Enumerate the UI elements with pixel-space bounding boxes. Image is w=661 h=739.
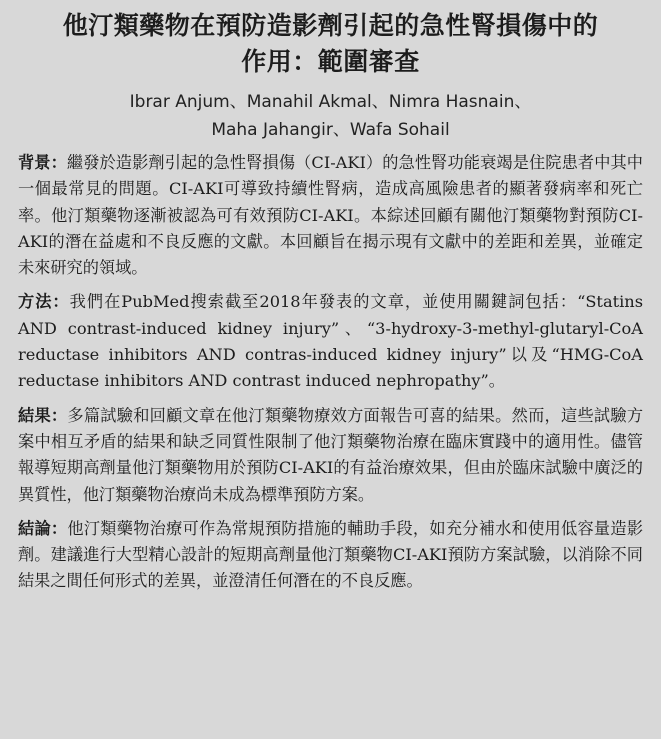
authors-line-2: Maha Jahangir、Wafa Sohail — [211, 120, 450, 140]
background-section — [18, 150, 643, 281]
title-line-2: 作用：範圍審查 — [241, 47, 420, 76]
conclusions-section — [18, 516, 643, 595]
results-heading: 結果： — [18, 405, 68, 425]
methods-heading: 方法： — [18, 292, 70, 312]
title-line-1: 他汀類藥物在預防造影劑引起的急性腎損傷中的 — [62, 11, 599, 40]
author-list — [18, 88, 643, 144]
background-text: 繼發於造影劑引起的急性腎損傷（CI-AKI）的急性腎功能衰竭是住院患者中其中一個最常見的問題。CI-AKI可導致持續性腎病，造成高風險患者的顯著發病率和死亡率。他汀類藥物逐漸被認為可有效預防CI-AKI。本綜述回顧有關他汀類藥物對預防CI-AKI的潛在益處和不良反應的文獻。本回顧旨在揭示現有文獻中的差距和差異，並確定未來研究的領域。 — [18, 153, 643, 278]
paper-title — [18, 8, 643, 80]
methods-text: 我們在PubMed搜索截至2018年發表的文章，並使用關鍵詞包括：“Statins AND contrast-induced kidney injury”、“3-hydroxy-3-methyl-glutaryl-CoA reductase inhibitors AND contras-induced kidney injury”以及“HMG-CoA reductase inhibitors AND contrast induced nephropathy”。 — [18, 292, 644, 391]
background-heading: 背景： — [18, 153, 67, 172]
methods-section — [18, 289, 643, 394]
results-text: 多篇試驗和回顧文章在他汀類藥物療效方面報告可喜的結果。然而，這些試驗方案中相互矛盾的結果和缺乏同質性限制了他汀類藥物治療在臨床實踐中的適用性。儘管報導短期高劑量他汀類藥物用於預防CI-AKI的有益治療效果，但由於臨床試驗中廣泛的異質性，他汀類藥物治療尚未成為標準預防方案。 — [18, 405, 644, 504]
results-section — [18, 403, 643, 508]
authors-line-1: Ibrar Anjum、Manahil Akmal、Nimra Hasnain、 — [129, 92, 532, 112]
conclusions-text: 他汀類藥物治療可作為常規預防措施的輔助手段，如充分補水和使用低容量造影劑。建議進行大型精心設計的短期高劑量他汀類藥物CI-AKI預防方案試驗，以消除不同結果之間任何形式的差異，並澄清任何潛在的不良反應。 — [18, 518, 644, 591]
conclusions-heading: 結論： — [18, 518, 68, 538]
